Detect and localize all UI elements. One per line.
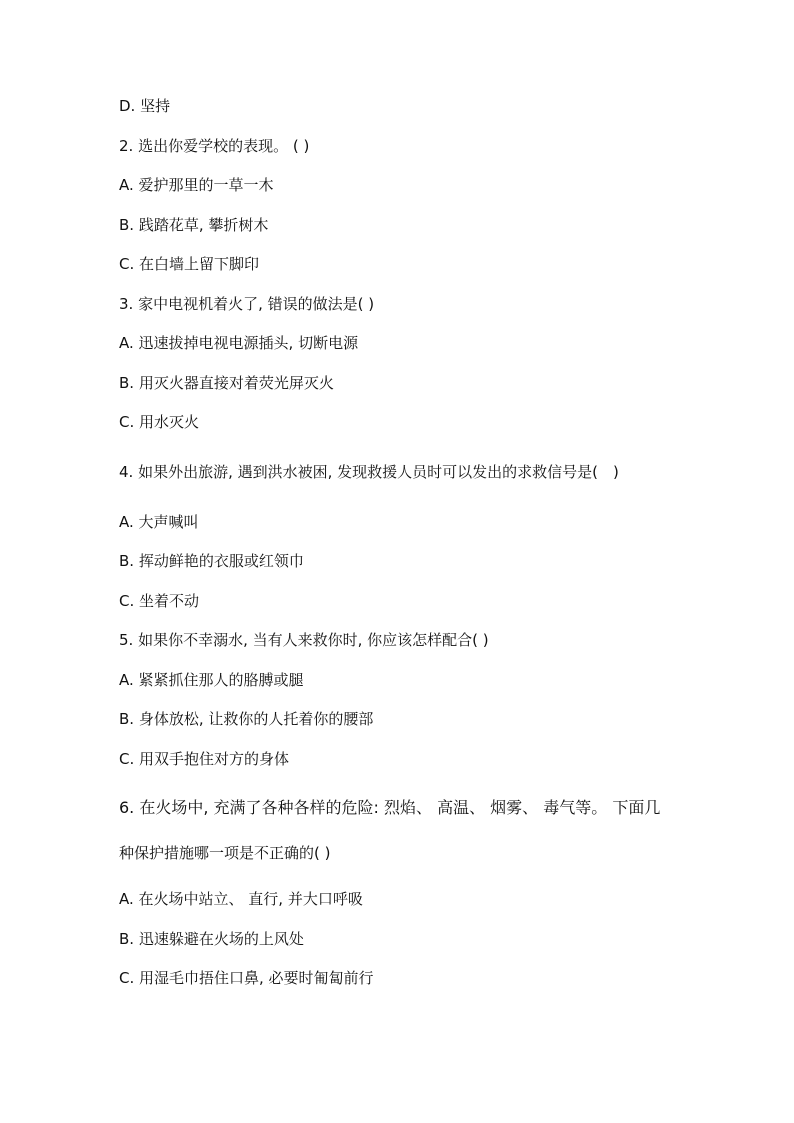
option-b-q4: B. 挥动鲜艳的衣服或红领巾 [119,552,304,570]
option-b-q5: B. 身体放松, 让救你的人托着你的腰部 [119,710,374,728]
option-a-q2: A. 爱护那里的一草一木 [119,176,274,194]
option-a-q3: A. 迅速拔掉电视电源插头, 切断电源 [119,334,359,352]
question-4: 4. 如果外出旅游, 遇到洪水被困, 发现救援人员时可以发出的求救信号是( ) [119,463,619,481]
option-b-q2: B. 践踏花草, 攀折树木 [119,216,269,234]
option-b-q6: B. 迅速躲避在火场的上风处 [119,930,304,948]
option-a-q5: A. 紧紧抓住那人的胳膊或腿 [119,671,304,689]
question-3: 3. 家中电视机着火了, 错误的做法是( ) [119,295,375,313]
option-c-q6: C. 用湿毛巾捂住口鼻, 必要时匍匐前行 [119,969,374,987]
question-6-line-2: 种保护措施哪一项是不正确的( ) [119,844,331,862]
option-c-q2: C. 在白墙上留下脚印 [119,255,260,273]
option-d-q1: D. 坚持 [119,97,171,115]
question-2: 2. 选出你爱学校的表现。 ( ) [119,137,310,155]
option-c-q3: C. 用水灭火 [119,413,200,431]
option-b-q3: B. 用灭火器直接对着荧光屏灭火 [119,374,334,392]
option-a-q4: A. 大声喊叫 [119,513,199,531]
option-c-q5: C. 用双手抱住对方的身体 [119,750,290,768]
option-a-q6: A. 在火场中站立、 直行, 并大口呼吸 [119,890,363,908]
question-5: 5. 如果你不幸溺水, 当有人来救你时, 你应该怎样配合( ) [119,631,489,649]
question-6-line-1: 6. 在火场中, 充满了各种各样的危险: 烈焰、 高温、 烟雾、 毒气等。 下面几 [119,798,661,817]
option-c-q4: C. 坐着不动 [119,592,200,610]
